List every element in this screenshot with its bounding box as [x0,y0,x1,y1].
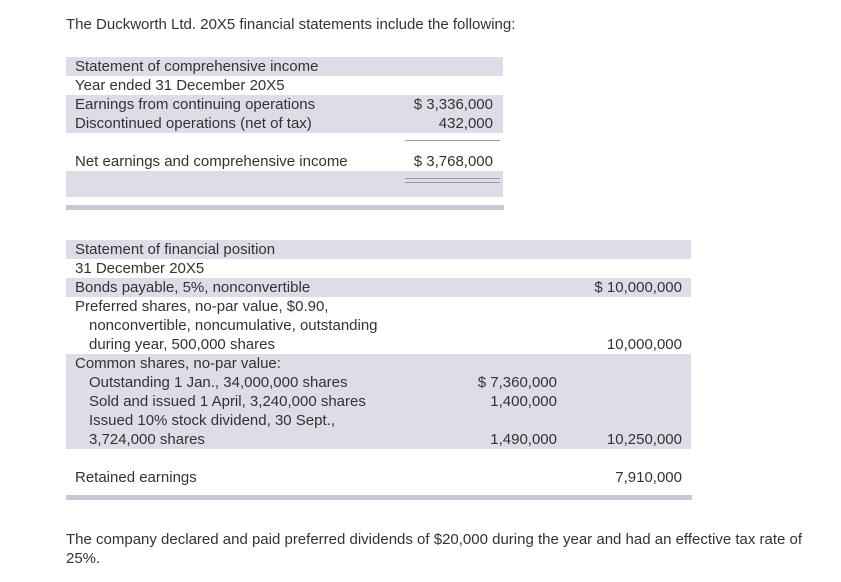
table-row [66,392,691,411]
table-row [66,114,503,133]
income-statement-period-row [66,76,503,95]
income-statement-period: Year ended 31 December 20X5 [75,77,285,94]
row-total-amount: 10,250,000 [606,431,682,448]
row-label: Bonds payable, 5%, nonconvertible [75,279,311,296]
table-bottom-bar [66,205,504,210]
row-amount: $ 10,000,000 [594,279,682,296]
income-statement-title: Statement of comprehensive income [75,58,319,75]
row-amount: 10,000,000 [606,336,682,353]
table-row [66,316,691,335]
subtotal-rule [405,140,500,141]
row-label: Issued 10% stock dividend, 30 Sept., [89,412,335,429]
row-label: Sold and issued 1 April, 3,240,000 shares [89,393,366,410]
table-row [66,278,691,297]
table-row [66,411,691,430]
double-rule-top [405,178,500,179]
outro-text: The company declared and paid preferred dividends of $20,000 during the year and had an effective tax rate of 25%. [66,531,803,567]
row-label: Preferred shares, no-par value, $0.90, [75,298,329,315]
income-statement-title-row [66,57,503,76]
table-bottom-bar [66,495,692,500]
financial-position-title: Statement of financial position [75,241,276,258]
row-label: Discontinued operations (net of tax) [75,115,312,132]
table-row [66,354,691,373]
table-row [66,335,691,354]
income-statement-table [66,57,504,213]
table-row [66,430,691,449]
row-label: during year, 500,000 shares [89,336,275,353]
table-row-total [66,152,503,171]
table-row [66,297,691,316]
financial-position-date: 31 December 20X5 [75,260,205,277]
row-label: 3,724,000 shares [89,431,205,448]
row-label: Retained earnings [75,469,197,486]
table-row [66,373,691,392]
row-amount: 1,400,000 [490,393,557,410]
row-label: Earnings from continuing operations [75,96,316,113]
row-label: nonconvertible, noncumulative, outstanding [89,317,378,334]
row-amount: $ 7,360,000 [477,374,557,391]
row-amount: 1,490,000 [490,431,557,448]
table-row-blank [66,171,503,197]
intro-text: The Duckworth Ltd. 20X5 financial statements include the following: [66,16,516,33]
row-amount: 432,000 [438,115,493,132]
row-label: Common shares, no-par value: [75,355,281,372]
row-amount: 7,910,000 [615,469,682,486]
double-rule-bottom [405,182,500,183]
total-label: Net earnings and comprehensive income [75,153,348,170]
financial-position-table [66,240,692,502]
row-amount: $ 3,336,000 [413,96,493,113]
table-row [66,468,691,487]
row-label: Outstanding 1 Jan., 34,000,000 shares [89,374,348,391]
total-amount: $ 3,768,000 [413,153,493,170]
financial-position-date-row [66,259,691,278]
table-row [66,95,503,114]
financial-position-title-row [66,240,691,259]
